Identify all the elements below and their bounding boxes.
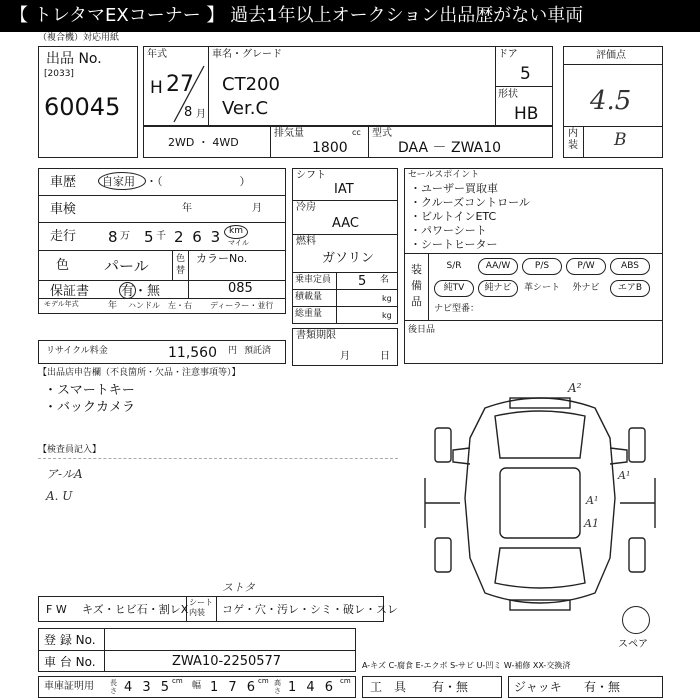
reuse-note: （複合機）対応用紙 [38,33,120,43]
year-label: 年式 [147,49,167,60]
banner: 【 トレタマEXコーナー 】 過去1年以上オークション出品歴がない車両 [0,0,700,32]
notes-title: 【出品店申告欄（不良箇所・欠品・注意事項等）】 [38,368,241,378]
jack-value: 有・無 [584,680,621,694]
spare-label: スペア [618,639,648,650]
equip-label: 装備品 [411,263,422,308]
diagram-mark-1: A² [568,381,582,395]
defects-handwritten: ストタ [222,581,255,594]
weight-unit: kg [382,311,392,320]
shift-value: IAT [334,182,354,197]
equip-item: 純TV [434,280,474,297]
seat-label: シート内装 [189,598,213,617]
navi-label: ナビ型番： [434,304,480,314]
history-value: 自家用 [102,175,135,188]
year-era: H [150,78,163,98]
shape-label: 形状 [498,89,518,100]
equip-item: 革シート [523,283,560,293]
spare-tire-icon [622,606,650,634]
equip-item: P/S [522,258,562,275]
equip-item: 外ナビ [572,283,600,293]
seat-text: コゲ・穴・汚レ・シミ・破レ・スレ [222,603,398,616]
history-paren: ・（ ） [146,175,251,188]
load-unit: kg [382,294,392,303]
sales-point-item: ・シートヒーター [410,238,498,251]
recycle-unit: 円 [228,346,238,356]
capacity-unit: 名 [380,275,390,285]
colorno-label: カラーNo. [196,252,248,265]
displacement-value: 1800 [312,140,348,156]
fw-label: F W [46,603,67,616]
capacity-label: 乗車定員 [295,275,332,285]
wid-unit: cm [258,677,269,685]
hgt-unit: cm [340,677,351,685]
mileage-man: 8 [108,228,118,246]
inspector-title: 【検査員記入】 [38,445,102,455]
recycle-note: 預託済 [244,346,272,356]
len-unit: cm [172,677,183,685]
car-diagram [415,378,665,628]
door-value: 5 [520,64,531,84]
model-year-label: モデル年式 [44,300,79,308]
hgt-label: 高さ [274,679,281,695]
mileage-label: 走行 [50,229,77,244]
tool-label: 工 具 [370,680,407,694]
mileage-sen-unit: 千 [156,231,166,242]
fw-text: キズ・ヒビ石・割レX [82,603,189,616]
wid-label: 幅 [192,681,202,691]
legend: A-キズ C-腐食 E-エクボ S-サビ U-凹ミ W-補修 XX-交換済 [362,661,571,670]
car-name: CT200 [222,74,280,95]
displacement-label: 排気量 [274,128,304,139]
capacity-value: 5 [358,274,367,289]
len-value: 4 3 5 [124,680,173,695]
sales-point-item: ・ビルトインETC [410,210,497,223]
color-label: 色 [56,258,70,273]
weight-label: 総重量 [295,309,323,319]
equip-item: ABS [610,258,650,275]
score-value: 4.5 [590,86,632,116]
interior-label: 内装 [568,128,578,151]
diagram-mark-3: A1 [584,517,599,530]
sales-point-item: ・パワーシート [410,224,487,237]
month-unit: 月 [196,109,206,120]
equip-item: P/W [566,258,606,275]
deadline-label: 書類期限 [296,330,336,341]
deadline-month: 月 [340,351,350,362]
diagram-mark-4: A¹ [618,469,631,482]
recycle-label: リサイクル料金 [46,346,108,356]
lot-label: 出品 No. [46,51,102,67]
chassis-value: ZWA10-2250577 [172,654,282,669]
lot-number: 60045 [44,93,121,121]
wid-value: 1 7 6 [210,680,259,695]
hgt-value: 1 4 6 [288,680,337,695]
car-label: 車名・グレード [212,49,282,60]
inspection-year: 年 [182,203,192,214]
jack-label: ジャッキ [514,680,562,694]
score-label: 評価点 [596,50,626,61]
model-year-unit: 年 [108,301,118,311]
grade: Ver.C [222,98,269,119]
handle: ハンドル 左・右 [128,301,192,310]
after-label: 後日品 [408,325,436,335]
ac-value: AAC [332,216,359,231]
mileage-man-unit: 万 [120,231,130,242]
fuel-value: ガソリン [322,251,375,266]
chassis-label: 車 台 No. [44,655,96,669]
door-label: ドア [498,49,518,60]
cert-label: 車庫証明用 [44,681,94,692]
recycle-value: 11,560 [168,345,217,361]
note-item-2: ・バックカメラ [44,400,136,415]
color-change: 色替 [176,254,186,276]
tool-value: 有・無 [432,680,469,694]
ac-label: 冷房 [296,202,316,213]
deadline-day: 日 [380,351,390,362]
sales-point-item: ・クルーズコントロール [410,196,530,209]
equip-item: AA/W [478,258,518,275]
mileage-km: km [229,226,243,236]
diagram-mark-2: A¹ [586,494,599,507]
colorno-value: 085 [228,281,253,296]
shape-value: HB [514,104,539,124]
mileage-sen: 5 [144,228,154,246]
equip-item: 純ナビ [478,280,518,297]
inspection-month: 月 [252,203,262,214]
sales-label: セールスポイント [408,170,480,180]
inspector-line-1: ア-ルA [46,467,83,481]
len-label: 長さ [110,679,117,695]
mileage-rest: 2 6 3 [174,228,223,246]
dealer: ディーラー・並行 [210,301,274,310]
shift-label: シフト [296,170,326,181]
model-label: 型式 [372,128,392,139]
load-label: 積載量 [295,292,323,302]
sales-point-item: ・ユーザー買取車 [410,182,498,195]
warranty-value: 有・無 [121,284,161,299]
inspection-label: 車検 [50,202,77,217]
inspector-line-2: A. U [46,489,73,503]
fuel-label: 燃料 [296,236,316,247]
warranty-label: 保証書 [50,284,90,299]
mileage-mile: マイル [228,239,249,247]
interior-value: B [614,130,627,150]
note-item-1: ・スマートキー [44,383,135,398]
color-value: パール [104,257,149,275]
displacement-unit: cc [352,128,361,137]
equip-item: S/R [446,261,462,271]
lot-sub: [2033] [44,69,74,79]
drive: 2WD ・ 4WD [168,136,239,149]
history-label: 車歴 [50,175,77,190]
month-value: 8 [184,105,193,120]
year-value: 27 [166,72,194,97]
reg-label: 登 録 No. [44,633,96,647]
model-value: DAA － ZWA10 [398,140,502,156]
equip-item: エアB [610,280,650,297]
